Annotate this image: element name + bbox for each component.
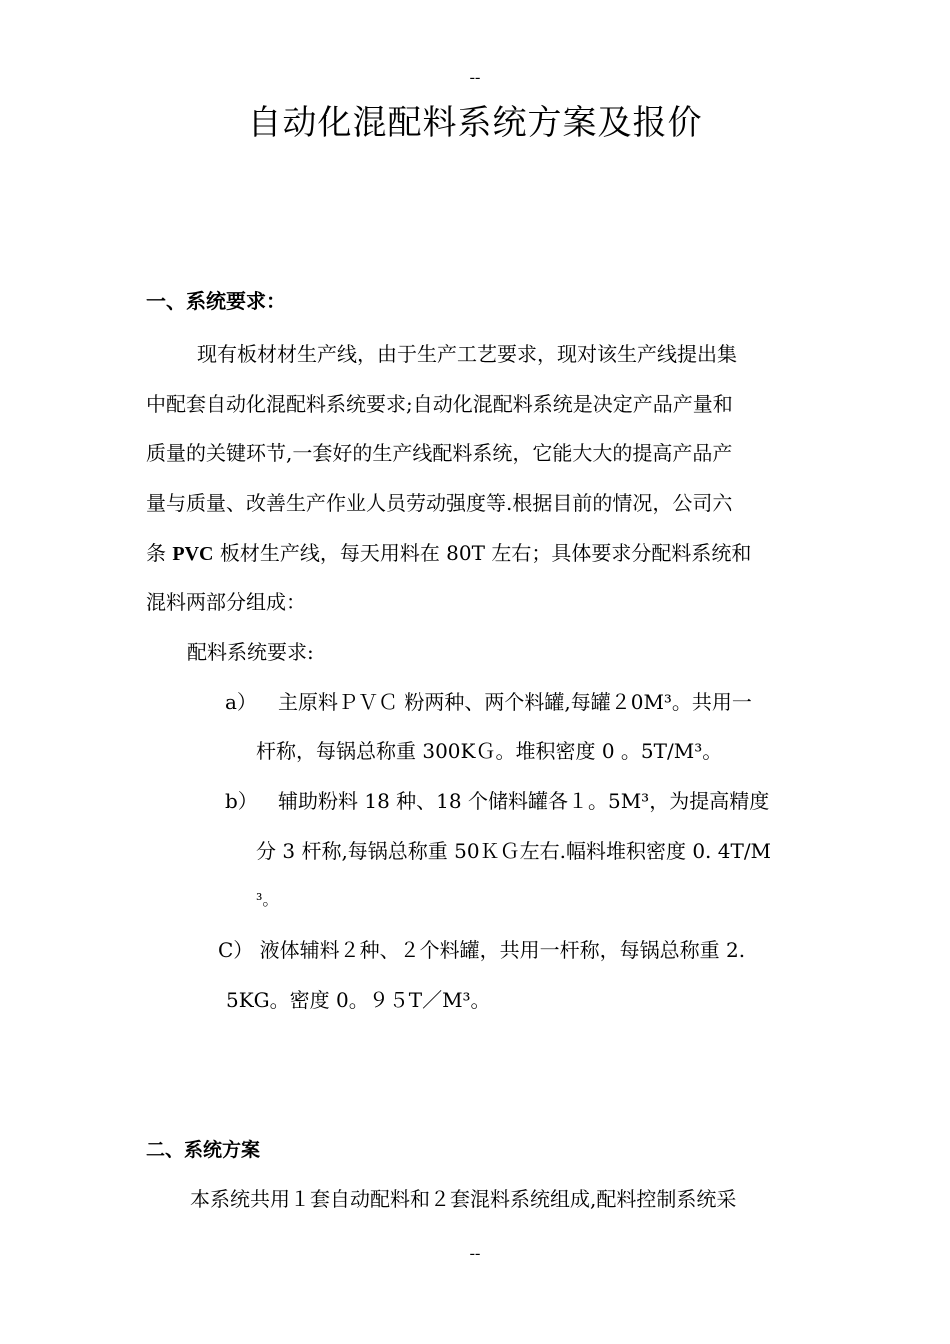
paragraph-line-6: 混料两部分组成：: [146, 590, 306, 614]
paragraph-line-5-end: 板材生产线，每天用料在 80T 左右；具体要求分配料系统和: [213, 541, 752, 565]
item-b-line-3: ³。: [256, 890, 279, 909]
paragraph-line-2: 中配套自动化混配料系统要求;自动化混配料系统是决定产品产量和: [146, 392, 733, 416]
item-b-marker: b）: [225, 789, 258, 813]
pvc-bold-term: PVC: [172, 543, 214, 565]
item-b-line-2: 分 3 杆称,每锅总称重 50ＫＧ左右.幅料堆积密度 0. 4T/M: [256, 839, 772, 863]
solution-paragraph-line: 本系统共用１套自动配料和２套混料系统组成,配料控制系统采: [190, 1187, 737, 1211]
item-a-line-1: 主原料ＰＶＣ 粉两种、两个料罐,每罐２0M³。共用一: [278, 690, 752, 714]
item-b-line-1: 辅助粉料 18 种、18 个储料罐各１。5M³，为提高精度: [278, 789, 770, 813]
paragraph-line-5: [146, 528, 751, 579]
item-a-marker: a）: [225, 690, 257, 714]
item-a-line-2: 杆称，每锅总称重 300KＧ。堆积密度 0 。5T/M³。: [256, 739, 723, 763]
paragraph-line-3: 质量的关键环节,一套好的生产线配料系统，它能大大的提高产品产: [146, 441, 733, 465]
paragraph-line-1: 现有板材材生产线，由于生产工艺要求，现对该生产线提出集: [197, 342, 737, 366]
page-bottom-marker: --: [469, 1245, 481, 1262]
page-top-marker: --: [469, 69, 481, 86]
item-c-line-2: 5KG。密度 0。９５T／M³。: [226, 988, 491, 1012]
item-c-line-1: C） 液体辅料２种、２个料罐，共用一杆称，每锅总称重 2.: [218, 938, 746, 962]
paragraph-line-4: 量与质量、改善生产作业人员劳动强度等.根据目前的情况，公司六: [146, 491, 733, 515]
section-heading-requirements: 一、系统要求：: [146, 289, 286, 313]
section-heading-solution: 二、系统方案: [146, 1139, 261, 1161]
batching-subheading: 配料系统要求:: [187, 640, 314, 664]
document-title: 自动化混配料系统方案及报价: [247, 103, 703, 143]
paragraph-line-5-start: 条: [146, 541, 173, 565]
